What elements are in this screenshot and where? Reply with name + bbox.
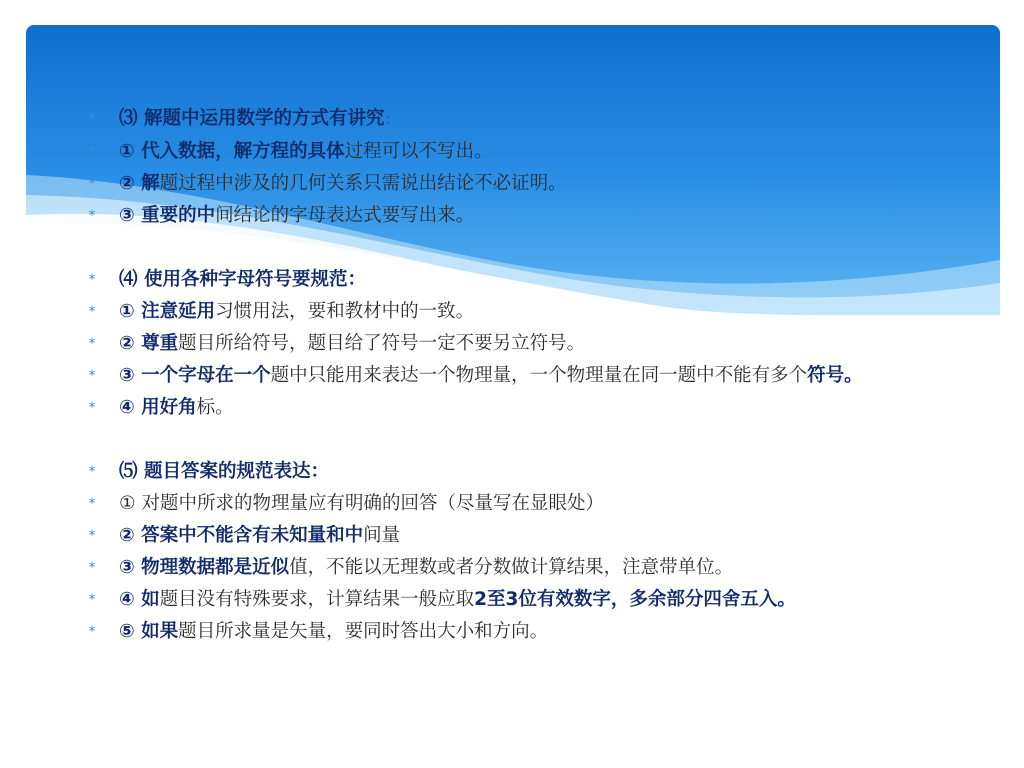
item-bold-text: ⑤ 如果 — [119, 621, 179, 642]
list-item — [85, 520, 985, 552]
item-text: 标。 — [196, 397, 234, 418]
list-item — [85, 392, 985, 424]
item-bold-text: ④ 如 — [119, 589, 160, 610]
item-bold-text: ④ 用好角 — [119, 397, 197, 418]
item-bold-text: ② 答案中不能含有未知量和中 — [119, 525, 364, 546]
bullet-icon: * — [88, 496, 96, 512]
list-item — [85, 360, 985, 392]
bullet-icon: * — [88, 368, 96, 384]
item-text: 过程可以不写出。 — [344, 141, 493, 162]
bullet-icon: * — [88, 144, 96, 160]
item-text: 题目所求量是矢量，要同时答出大小和方向。 — [178, 621, 549, 642]
bullet-icon: * — [88, 208, 96, 224]
bullet-icon: * — [88, 304, 96, 320]
slide-body — [85, 103, 985, 648]
list-item — [85, 103, 985, 136]
item-bold-text: ⑶ 解题中运用数学的方式有讲究 — [119, 108, 385, 129]
item-bold-text: ③ 重要的中 — [119, 205, 216, 226]
bullet-icon: * — [88, 592, 96, 608]
list-item — [85, 488, 985, 520]
item-bold-text: ② 解 — [119, 173, 160, 194]
item-bold-text: ② 尊重 — [119, 333, 179, 354]
item-text: 习惯用法，要和教材中的一致。 — [215, 301, 475, 322]
item-bold-text: ⑸ 题目答案的规范表达： — [119, 461, 329, 482]
list-item — [85, 136, 985, 168]
section-gap — [85, 424, 985, 456]
list-item — [85, 552, 985, 584]
item-text: 题过程中涉及的几何关系只需说出结论不必证明。 — [159, 173, 567, 194]
list-item — [85, 456, 985, 488]
item-text: 规范： — [310, 269, 366, 290]
item-text: 题目没有特殊要求，计算结果一般应取 — [159, 589, 475, 610]
item-text: 间结论的字母表达式要写出来。 — [215, 205, 475, 226]
bullet-icon: * — [88, 400, 96, 416]
item-text: ① 对题中所求的物理量应有明确的回答（尽量写在显眼处） — [119, 493, 604, 514]
item-bold-text: ⑷ 使用各种字母符号要 — [119, 269, 311, 290]
item-bold-text: ① 代入数据，解方程的具体 — [119, 141, 345, 162]
list-item — [85, 296, 985, 328]
list-item — [85, 328, 985, 360]
item-text: ： — [384, 112, 399, 128]
item-text: 值，不能以无理数或者分数做计算结果，注意带单位。 — [289, 557, 734, 578]
bullet-icon: * — [88, 560, 96, 576]
item-bold-text: ③ 一个字母在一个 — [119, 365, 271, 386]
section-gap — [85, 232, 985, 264]
list-item — [85, 168, 985, 200]
item-text: 题中只能用来表达一个物理量，一个物理量在同一题中不能有多个 — [270, 365, 808, 386]
item-bold-text: ③ 物理数据都是近似 — [119, 557, 290, 578]
bullet-icon: * — [88, 176, 96, 192]
item-text: 间量 — [363, 525, 401, 546]
list-item — [85, 584, 985, 616]
bullet-icon: * — [88, 624, 96, 640]
list-item — [85, 264, 985, 296]
bullet-icon: * — [88, 464, 96, 480]
item-bold-tail: 2至3位有效数字，多余部分四舍五入。 — [474, 589, 796, 610]
bullet-icon: * — [88, 272, 96, 288]
list-item — [85, 200, 985, 232]
item-bold-tail: 符号。 — [807, 365, 863, 386]
bullet-icon: * — [88, 528, 96, 544]
list-item — [85, 616, 985, 648]
bullet-icon: * — [88, 111, 96, 127]
bullet-icon: * — [88, 336, 96, 352]
item-text: 题目所给符号，题目给了符号一定不要另立符号。 — [178, 333, 586, 354]
item-bold-text: ① 注意延用 — [119, 301, 216, 322]
